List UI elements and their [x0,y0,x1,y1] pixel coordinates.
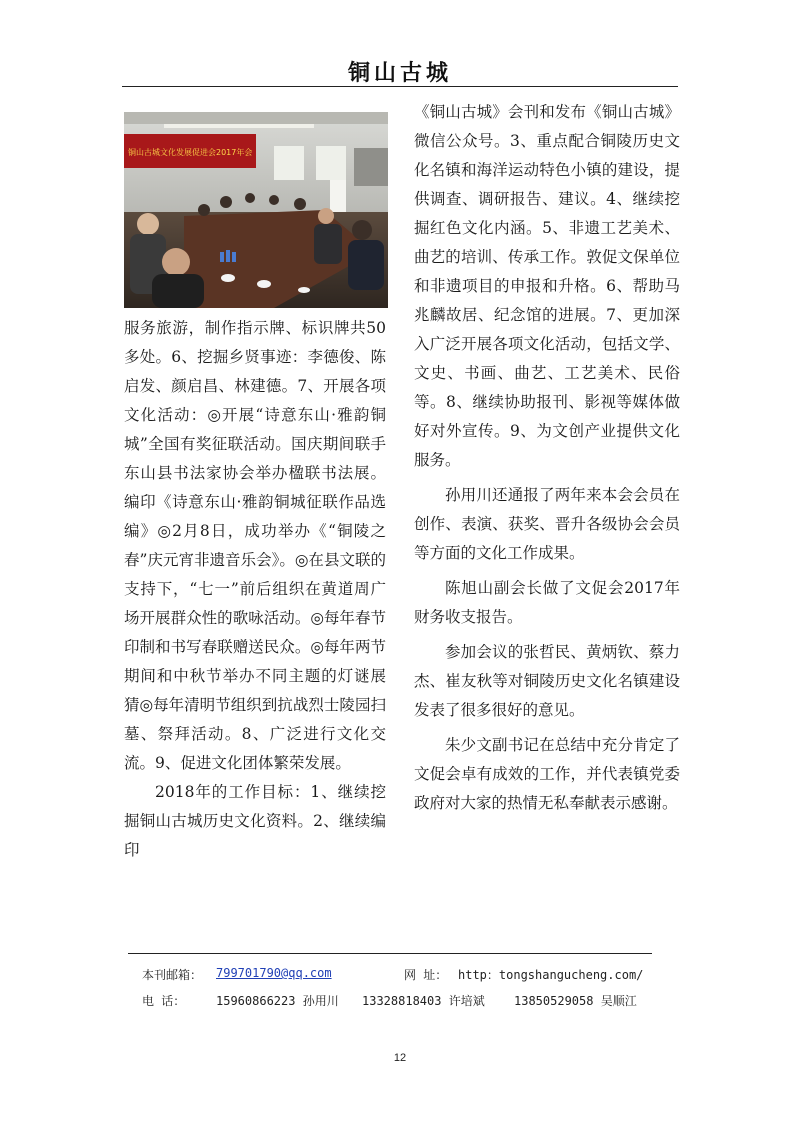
body-paragraph: 陈旭山副会长做了文促会2017年财务收支报告。 [414,579,680,626]
phone-label: 电 话： [142,994,186,1008]
body-paragraph: 《铜山古城》会刊和发布《铜山古城》微信公众号。3、重点配合铜陵历史文化名镇和海洋运动特色小镇的建设，提供调查、调研报告、建议。4、继续挖掘红色文化内涵。5、非遗工艺美术、曲艺的培训、传承工作。敦促文保单位和非遗项目的申报和升格。6、帮助马兆麟故居、纪念馆的进展。7、更加深入广泛开展各项文化活动，包括文学、文史、书画、曲艺、工艺美术、民俗等。8、继续协助报刊、影视等媒体做好对外宣传。9、为文创产业提供文化服务。 [414,103,680,469]
body-paragraph: 孙用川还通报了两年来本会会员在创作、表演、获奖、晋升各级协会会员等方面的文化工作成果。 [414,486,680,562]
phone-contact: 13850529058 吴顺江 [514,994,637,1008]
page-header-title: 铜山古城 [347,60,452,86]
page-number: 12 [393,1052,407,1064]
phone-contact: 13328818403 许培斌 [362,994,485,1008]
email-link[interactable]: 799701790@qq.com [216,966,332,980]
meeting-photo [124,112,388,308]
meeting-banner-text: 铜山古城文化发展促进会2017年会 [128,148,253,157]
right-column [414,98,680,818]
email-label: 本刊邮箱： [142,968,203,982]
website-label: 网 址： [404,968,448,982]
body-paragraph: 朱少文副书记在总结中充分肯定了文促会卓有成效的工作，并代表镇党委政府对大家的热情无私奉献表示感谢。 [414,736,680,812]
body-paragraph: 参加会议的张哲民、黄炳钦、蔡力杰、崔友秋等对铜陵历史文化名镇建设发表了很多很好的意见。 [414,643,680,719]
meeting-photo-illustration [124,112,388,308]
website-link[interactable]: http：tongshangucheng.com/ [458,968,644,982]
phone-contact: 15960866223 孙用川 [216,994,339,1008]
left-column [124,314,386,865]
footer-divider [128,953,652,954]
header-divider [122,86,678,87]
body-paragraph: 服务旅游，制作指示牌、标识牌共50多处。6、挖掘乡贤事迹：李德俊、陈启发、颜启昌、林建德。7、开展各项文化活动：◎开展“诗意东山·雅韵铜城”全国有奖征联活动。国庆期间联手东山县书法家协会举办楹联书法展。编印《诗意东山·雅韵铜城征联作品选编》◎2月8日，成功举办《“铜陵之春”庆元宵非遗音乐会》。◎在县文联的支持下，“七一”前后组织在黄道周广场开展群众性的歌咏活动。◎每年春节印制和书写春联赠送民众。◎每年两节期间和中秋节举办不同主题的灯谜展猜◎每年清明节组织到抗战烈士陵园扫墓、祭拜活动。8、广泛进行文化交流。9、促进文化团体繁荣发展。 [124,319,386,772]
body-paragraph: 2018年的工作目标：1、继续挖掘铜山古城历史文化资料。2、继续编印 [124,783,386,859]
